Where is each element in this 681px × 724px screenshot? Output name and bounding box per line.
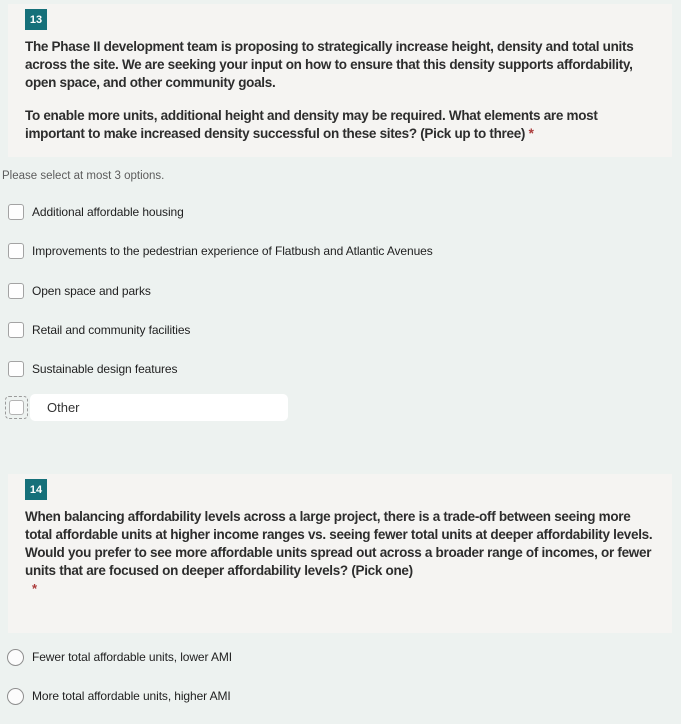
question-13-paragraph-2: [25, 107, 657, 143]
checkbox-other-focus-ring[interactable]: [5, 396, 28, 419]
checkbox-pedestrian-improvements[interactable]: [8, 243, 24, 259]
checkbox-additional-affordable-housing[interactable]: [8, 204, 24, 220]
option-row-retail-and-community-facilities[interactable]: [8, 321, 190, 339]
question-14-text: [25, 508, 657, 596]
option-row-open-space-and-parks[interactable]: [8, 282, 151, 300]
option-row-sustainable-design-features[interactable]: [8, 360, 177, 378]
option-row-pedestrian-improvements[interactable]: [8, 242, 433, 260]
option-label: More total affordable units, higher AMI: [32, 689, 231, 703]
required-asterisk: *: [32, 581, 37, 596]
option-row-additional-affordable-housing[interactable]: [8, 203, 184, 221]
radio-fewer-total-affordable-units[interactable]: [7, 649, 24, 666]
checkbox-other[interactable]: [9, 400, 24, 415]
question-13-paragraph-1: The Phase II development team is proposing to strategically increase height, density and total units across the site. We are seeking your input on how to ensure that this density supports affordability, open space, and other community goals.: [25, 39, 634, 90]
question-13-number-badge: 13: [25, 9, 47, 30]
option-row-fewer-total-affordable-units[interactable]: [7, 648, 232, 666]
option-label: Fewer total affordable units, lower AMI: [32, 650, 232, 664]
question-14-paragraph-1: When balancing affordability levels across a large project, there is a trade-off between seeing more total affordable units at higher income ranges vs. seeing fewer total units at deeper affordability levels. Would you prefer to see more affordable units spread out across a broader range of incomes, or fewer units that are focused on deeper affordability levels? (Pick one): [25, 509, 653, 578]
option-label: Open space and parks: [32, 284, 151, 298]
selection-limit-helper-text: Please select at most 3 options.: [2, 170, 165, 182]
option-label: Sustainable design features: [32, 362, 178, 376]
option-label: Improvements to the pedestrian experience of Flatbush and Atlantic Avenues: [32, 244, 433, 258]
required-asterisk-line: [25, 581, 657, 596]
option-row-more-total-affordable-units[interactable]: [7, 687, 231, 705]
required-asterisk: *: [528, 126, 534, 141]
other-option-text-input[interactable]: [30, 394, 288, 421]
checkbox-sustainable-design-features[interactable]: [8, 361, 24, 377]
question-13-block: [8, 4, 672, 157]
checkbox-retail-and-community-facilities[interactable]: [8, 322, 24, 338]
question-14-block: [8, 474, 672, 633]
radio-more-total-affordable-units[interactable]: [7, 688, 24, 705]
question-13-prompt: To enable more units, additional height and density may be required. What elements are most important to make increased density successful on these sites? (Pick up to three): [25, 108, 598, 141]
option-label: Retail and community facilities: [32, 323, 191, 337]
checkbox-open-space-and-parks[interactable]: [8, 283, 24, 299]
question-14-number-badge: 14: [25, 479, 47, 500]
question-13-text: [25, 38, 657, 143]
option-label: Additional affordable housing: [32, 205, 184, 219]
